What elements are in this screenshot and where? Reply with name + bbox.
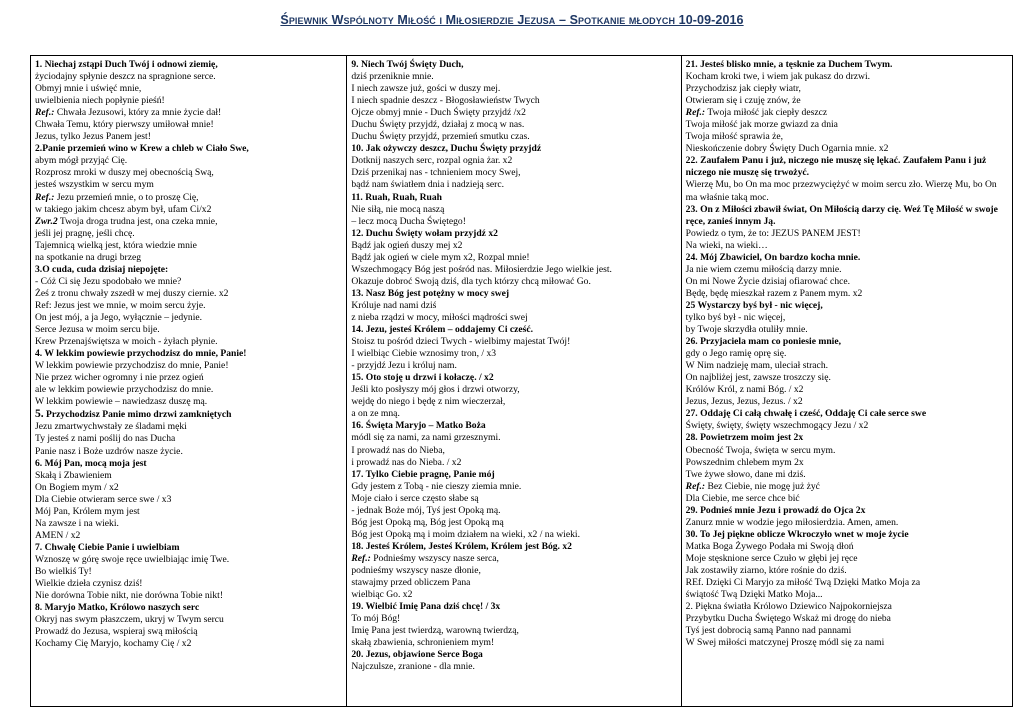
song-line: REf. Dzięki Ci Maryjo za miłość Twą Dzięki Matko Moja za xyxy=(685,577,921,589)
song-line: Bóg jest Opoką mą i moim działem na wieki, x2 / na wieki. xyxy=(351,528,580,540)
song-line: 26. Przyjaciela mam co poniesie mnie, xyxy=(685,336,841,348)
song-line: Prowadź do Jezusa, wspieraj swą miłością xyxy=(35,626,198,638)
song-line: Dla Ciebie, me serce chce bić xyxy=(685,492,800,504)
column-3 xyxy=(681,56,1012,706)
song-line: 27. Oddaję Ci całą chwałę i cześć, Oddaję Ci całe serce swe xyxy=(685,408,927,420)
song-line: stawajmy przed obliczem Pana xyxy=(351,577,471,589)
song-line: Krew Przenajświętsza w moich - żyłach płynie. xyxy=(35,336,218,348)
song-line: 6. Mój Pan, mocą moja jest xyxy=(35,457,147,469)
song-line: Obmyj mnie i uświęć mnie, xyxy=(35,83,142,95)
song-line: Dla Ciebie otwieram serce swe / x3 xyxy=(35,493,172,505)
song-line: To mój Bóg! xyxy=(351,613,401,625)
song-line: Twe żywe słowo, dane mi dziś. xyxy=(685,468,806,480)
song-line: jesteś wszystkim w sercu mym xyxy=(35,179,154,191)
song-line: Ref.: Chwała Jezusowi, który za mnie życie dał! xyxy=(35,107,222,119)
song-line: i prowadź nas do Nieba. / x2 xyxy=(351,456,462,468)
song-line: Stoisz tu pośród dzieci Twych - wielbimy majestat Twój! xyxy=(351,336,571,348)
song-line: Tajemnicą wielką jest, która wiedzie mnie xyxy=(35,239,197,251)
song-line: Ref.: Podnieśmy wszyscy nasze serca, xyxy=(351,552,499,564)
song-line: w takiego jakim chcesz abym był, ufam Ci/x2 xyxy=(35,203,212,215)
song-line: Okazuje dobroć Swoją dziś, dla tych którzy chcą miłować Go. xyxy=(351,275,591,287)
song-line: On jest mój, a ja Jego, wyłącznie – jedynie. xyxy=(35,311,203,323)
song-line: bądź nam światłem dnia i nadzieją serc. xyxy=(351,179,504,191)
song-line: Jezu zmartwychwstały ze śladami męki xyxy=(35,421,187,433)
song-line: 10. Jak ożywczy deszcz, Duchu Święty przyjdź xyxy=(351,143,542,155)
song-line: Jak zostawiły ziarno, które rośnie do dziś. xyxy=(685,564,847,576)
song-line: Ojcze obmyj mnie - Duch Święty przyjdź /x2 xyxy=(351,107,526,119)
song-line: W Nim nadzieję mam, uleciał strach. xyxy=(685,360,829,372)
page-title: Śpiewnik Wspólnoty Miłość i Miłosierdzie Jezusa – Spotkanie młodych 10-09-2016 xyxy=(280,13,744,27)
song-line: Będę, będę mieszkał razem z Panem mym. x2 xyxy=(685,287,863,299)
song-line: Bądź jak ogień w ciele mym x2, Rozpal mnie! xyxy=(351,251,530,263)
song-line: 9. Niech Twój Święty Duch, xyxy=(351,59,464,70)
song-line: Panie nasz i Boże uzdrów nasze życie. xyxy=(35,445,183,457)
song-line: Otwieram się i czuję znów, że xyxy=(685,95,801,107)
song-line: On mi Nowe Życie dzisiaj ofiarować chce. xyxy=(685,275,851,287)
song-line: Dziś przenikaj nas - tchnieniem mocy Swej, xyxy=(351,167,521,179)
song-line: I niech spadnie deszcz - Błogosławieństw Twych xyxy=(351,95,540,107)
song-line: Powiedz o tym, że to: JEZUS PANEM JEST! xyxy=(685,227,861,239)
song-line: Kochamy Cię Maryjo, kochamy Cię / x2 xyxy=(35,638,192,650)
song-line: On Bogiem mym / x2 xyxy=(35,481,119,493)
song-line: życiodajny spłynie deszcz na spragnione serce. xyxy=(35,71,216,83)
song-line: na spotkanie na drugi brzeg xyxy=(35,251,142,263)
song-line: Bądź jak ogień duszy mej x2 xyxy=(351,239,463,251)
song-line: - przyjdź Jezu i króluj nam. xyxy=(351,360,457,372)
song-line: Gdy jestem z Tobą - nie cieszy ziemia mnie. xyxy=(351,480,522,492)
song-line: 20. Jezus, objawione Serce Boga xyxy=(351,649,483,661)
song-line: Najczulsze, zranione - dla mnie. xyxy=(351,661,475,673)
song-line: a on ze mną. xyxy=(351,408,400,420)
song-line: Bóg jest Opoką mą, Bóg jest Opoką mą xyxy=(351,516,504,528)
song-line: by Twoje skrzydła otuliły mnie. xyxy=(685,324,808,336)
song-line: Nieskończenie dobry Święty Duch Ogarnia mnie. x2 xyxy=(685,143,889,155)
song-line: 7. Chwałę Ciebie Panie i uwielbiam xyxy=(35,541,180,553)
song-line: Przychodzisz jak ciepły wiatr, xyxy=(685,83,801,95)
song-line: 8. Maryjo Matko, Królowo naszych serc xyxy=(35,602,200,614)
column-2 xyxy=(346,56,680,706)
song-line: Zwr.2 Twoja droga trudna jest, ona czeka mnie, xyxy=(35,215,218,227)
song-line: 3.O cuda, cuda dzisiaj niepojęte: xyxy=(35,263,169,275)
songbook-table xyxy=(30,55,1013,707)
song-line: 11. Ruah, Ruah, Ruah xyxy=(351,191,443,203)
song-line: Nie dorówna Tobie nikt, nie dorówna Tobie nikt! xyxy=(35,590,224,602)
song-line: Skałą i Zbawieniem xyxy=(35,469,112,481)
song-line: 2.Panie przemień wino w Krew a chleb w Ciało Swe, xyxy=(35,143,249,155)
song-line: Ref: Jezus jest we mnie, w moim sercu żyje. xyxy=(35,299,206,311)
song-line: Wielkie dzieła czynisz dziś! xyxy=(35,578,143,590)
song-line: Wierzę Mu, bo On ma moc przezwyciężyć w moim sercu zło. Wierzę Mu, bo On ma właśnie taką moc. xyxy=(685,179,997,203)
song-line: I prowadź nas do Nieba, xyxy=(351,444,445,456)
song-line: 19. Wielbić Imię Pana dziś chcę! / 3x xyxy=(351,601,501,613)
song-line: skałą zbawienia, schronieniem mym! xyxy=(351,637,495,649)
song-line: Królów Król, z nami Bóg. / x2 xyxy=(685,384,804,396)
song-line: Ja nie wiem czemu miłością darzy mnie. xyxy=(685,263,842,275)
song-line: Rozprosz mroki w duszy mej obecnością Swą, xyxy=(35,167,214,179)
song-line: Ref.: Bez Ciebie, nie mogę już żyć xyxy=(685,480,820,492)
song-line: Twoja miłość jak morze gwiazd za dnia xyxy=(685,119,838,131)
song-line: módl się za nami, za nami grzesznymi. xyxy=(351,432,501,444)
song-line: W lekkim powiewie przychodzisz do mnie, Panie! xyxy=(35,360,229,372)
song-line: 2. Piękna światła Królowo Dziewico Najpokorniejsza xyxy=(685,601,892,613)
song-line: podnieśmy wszyscy nasze dłonie, xyxy=(351,564,481,576)
song-line: Ref.: Jezu przemień mnie, o to proszę Cię, xyxy=(35,191,199,203)
song-line: 17. Tylko Ciebie pragnę, Panie mój xyxy=(351,468,495,480)
song-line: AMEN / x2 xyxy=(35,529,81,541)
song-line: 4. W lekkim powiewie przychodzisz do mnie, Panie! xyxy=(35,348,247,360)
song-line: Mój Pan, Królem mym jest xyxy=(35,505,140,517)
song-line: Duchu Święty przyjdź, przemień smutku czas. xyxy=(351,131,530,143)
song-line: Nie siłą, nie mocą naszą xyxy=(351,203,445,215)
song-line: 13. Nasz Bóg jest potężny w mocy swej xyxy=(351,287,510,299)
song-line: świątość Twą Dzięki Matko Moja... xyxy=(685,589,823,601)
song-line: 21. Jesteś blisko mnie, a tęsknie za Duchem Twym. xyxy=(685,59,893,70)
song-line: I wielbiąc Ciebie wznosimy tron, / x3 xyxy=(351,348,497,360)
song-line: 30. To Jej piękne oblicze Wkroczyło wnet w moje życie xyxy=(685,528,909,540)
song-line: Moje stęsknione serce Czuło w głębi jej ręce xyxy=(685,552,858,564)
song-line: 22. Zaufałem Panu i już, niczego nie muszę się lękać. Zaufałem Panu i już niczego nie muszę się trwożyć. xyxy=(685,155,987,179)
song-line: Jeśli kto posłyszy mój głos i drzwi otworzy, xyxy=(351,384,520,396)
song-line: Moje ciało i serce często słabe są xyxy=(351,492,479,504)
song-line: – lecz mocą Ducha Świętego! xyxy=(351,215,466,227)
song-line: 23. On z Miłości zbawił świat, On Miłością darzy cię. Weź Tę Miłość w swoje ręce, zanieś innym Ją. xyxy=(685,203,998,227)
song-line: Jezus, tylko Jezus Panem jest! xyxy=(35,131,151,143)
song-line: wielbiąc Go. x2 xyxy=(351,589,413,601)
song-line: 15. Oto stoję u drzwi i kołaczę. / x2 xyxy=(351,372,494,384)
song-line: 5. Przychodzisz Panie mimo drzwi zamkniętych xyxy=(35,408,232,421)
song-line: Bo wielkiś Ty! xyxy=(35,565,92,577)
song-line: ale w lekkim powiewie przychodzisz do mnie. xyxy=(35,384,214,396)
song-line: Wznoszę w górę swoje ręce uwielbiając imię Twe. xyxy=(35,553,230,565)
song-line: 28. Powietrzem moim jest 2x xyxy=(685,432,804,444)
song-line: Chwała Temu, który pierwszy umiłował mnie! xyxy=(35,119,214,131)
song-line: Ty jesteś z nami poślij do nas Ducha xyxy=(35,433,176,445)
song-line: jeśli jej pragnę, jeśli chcę. xyxy=(35,227,135,239)
song-line: W Swej miłości matczynej Proszę módl się za nami xyxy=(685,637,885,649)
song-line: I niech zawsze już, gości w duszy mej. xyxy=(351,83,501,95)
song-line: Obecność Twoja, święta w sercu mym. xyxy=(685,444,836,456)
song-line: z nieba rządzi w mocy, miłości mądrości swej xyxy=(351,311,528,323)
song-line: Jezus, Jezus, Jezus, Jezus. / x2 xyxy=(685,396,803,408)
song-line: Matka Boga Żywego Podała mi Swoją dłoń xyxy=(685,540,854,552)
song-line: Nie przez wicher ogromny i nie przez ogień xyxy=(35,372,204,384)
song-line: Wszechmogący Bóg jest pośród nas. Miłosierdzie Jego wielkie jest. xyxy=(351,263,612,275)
song-line: Przybytku Ducha Świętego Wskaż mi drogę do nieba xyxy=(685,613,891,625)
song-line: - jednak Boże mój, Tyś jest Opoką mą. xyxy=(351,504,501,516)
song-line: 29. Podnieś mnie Jezu i prowadź do Ojca 2x xyxy=(685,504,866,516)
song-line: Święty, święty, święty wszechmogący Jezu / x2 xyxy=(685,420,869,432)
song-line: Serce Jezusa w moim sercu bije. xyxy=(35,324,160,336)
song-line: Duchu Święty przyjdź, działaj z mocą w nas. xyxy=(351,119,525,131)
song-line: On najbliżej jest, zawsze troszczy się. xyxy=(685,372,831,384)
song-line: Tyś jest dobrocią samą Panno nad pannami xyxy=(685,625,852,637)
song-line: 14. Jezu, jesteś Królem – oddajemy Ci cześć. xyxy=(351,324,534,336)
song-line: Ref.: Twoja miłość jak ciepły deszcz xyxy=(685,107,828,119)
song-line: Okryj nas swym płaszczem, ukryj w Twym sercu xyxy=(35,614,224,626)
song-line: Imię Pana jest twierdzą, warowną twierdzą, xyxy=(351,625,519,637)
song-line: tylko byś był - nic więcej, xyxy=(685,311,786,323)
song-line: 16. Święta Maryjo – Matko Boża xyxy=(351,420,486,432)
song-line: dziś przeniknie mnie. xyxy=(351,71,434,83)
song-line: 25 Wystarczy byś był - nic więcej, xyxy=(685,299,823,311)
song-line: 12. Duchu Święty wołam przyjdź x2 xyxy=(351,227,498,239)
song-line: Dotknij naszych serc, rozpal ognia żar. x2 xyxy=(351,155,513,167)
song-line: abym mógł przyjąć Cię. xyxy=(35,155,128,167)
song-line: Na wieki, na wieki… xyxy=(685,239,768,251)
song-line: - Cóż Ci się Jezu spodobało we mnie? xyxy=(35,275,182,287)
song-line: Na zawsze i na wieki. xyxy=(35,517,119,529)
song-line: gdy o Jego ramię oprę się. xyxy=(685,348,787,360)
song-line: Żeś z tronu chwały zszedł w mej duszy ciernie. x2 xyxy=(35,287,229,299)
song-line: Powszednim chlebem mym 2x xyxy=(685,456,804,468)
song-line: Króluje nad nami dziś xyxy=(351,299,437,311)
song-line: Kocham kroki twe, i wiem jak pukasz do drzwi. xyxy=(685,71,871,83)
song-line: 18. Jesteś Królem, Jesteś Królem, Królem jest Bóg. x2 xyxy=(351,540,572,552)
song-line: Zanurz mnie w wodzie jego miłosierdzia. Amen, amen. xyxy=(685,516,899,528)
column-1 xyxy=(31,56,346,706)
song-line: uwielbienia niech popłynie pieśń! xyxy=(35,95,165,107)
song-line: 24. Mój Zbawiciel, On bardzo kocha mnie. xyxy=(685,251,861,263)
song-line: Twoja miłość sprawia że, xyxy=(685,131,784,143)
song-line: wejdę do niego i będę z nim wieczerzał, xyxy=(351,396,506,408)
song-line: W lekkim powiewie – nawiedzasz duszę mą. xyxy=(35,396,208,408)
song-line: 1. Niechaj zstąpi Duch Twój i odnowi ziemię, xyxy=(35,59,218,70)
